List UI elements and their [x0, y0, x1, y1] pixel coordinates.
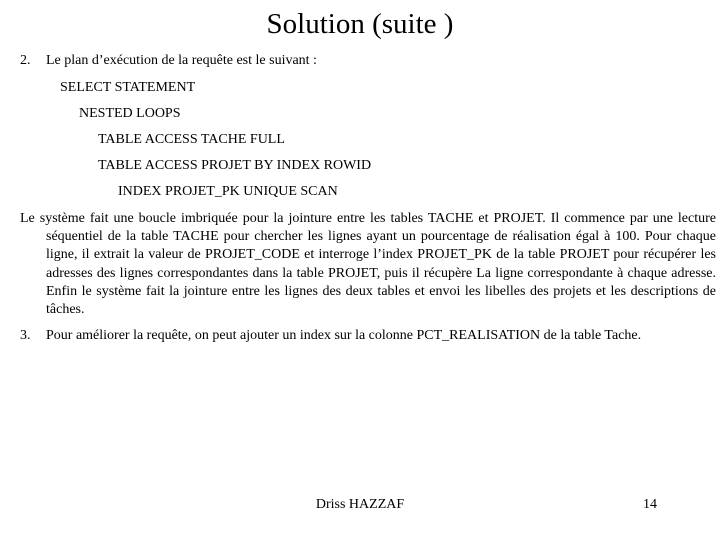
slide-title: Solution (suite )	[266, 8, 454, 40]
plan-line-nested-loops: NESTED LOOPS	[79, 106, 181, 121]
plan-line-select-statement: SELECT STATEMENT	[60, 80, 196, 95]
list-item-text: Le plan d’exécution de la requête est le suivant :	[46, 53, 317, 68]
footer-author: Driss HAZZAF	[315, 497, 405, 512]
list-item-2	[20, 52, 317, 70]
list-number: 3.	[20, 328, 31, 343]
page-number: 14	[643, 497, 657, 512]
plan-line-table-access-tache: TABLE ACCESS TACHE FULL	[98, 132, 285, 147]
plan-line-table-access-projet: TABLE ACCESS PROJET BY INDEX ROWID	[98, 158, 372, 173]
plan-line-index-scan: INDEX PROJET_PK UNIQUE SCAN	[118, 184, 338, 199]
explanation-paragraph: Le système fait une boucle imbriquée pour la jointure entre les tables TACHE et PROJET. Il commence par une lecture séquentiel de la table TACHE pour chercher les lignes ayant un pourcentage de réalisation égal à 100. Pour chaque ligne, il extrait la valeur de PROJET_CODE et interroge l’index PROJET_PK de la table PROJET pour récupérer les adresses des lignes correspondantes dans la table PROJET, puis il récupère La ligne correspondante à chaque adresse. Enfin le système fait la jointure entre les lignes des deux tables et envoi les libelles des projets et les descriptions de tâches.	[20, 211, 716, 318]
list-item-text: Pour améliorer la requête, on peut ajouter un index sur la colonne PCT_REALISATION de la table Tache.	[46, 328, 642, 343]
list-item-3	[20, 327, 690, 345]
list-number: 2.	[20, 53, 31, 68]
